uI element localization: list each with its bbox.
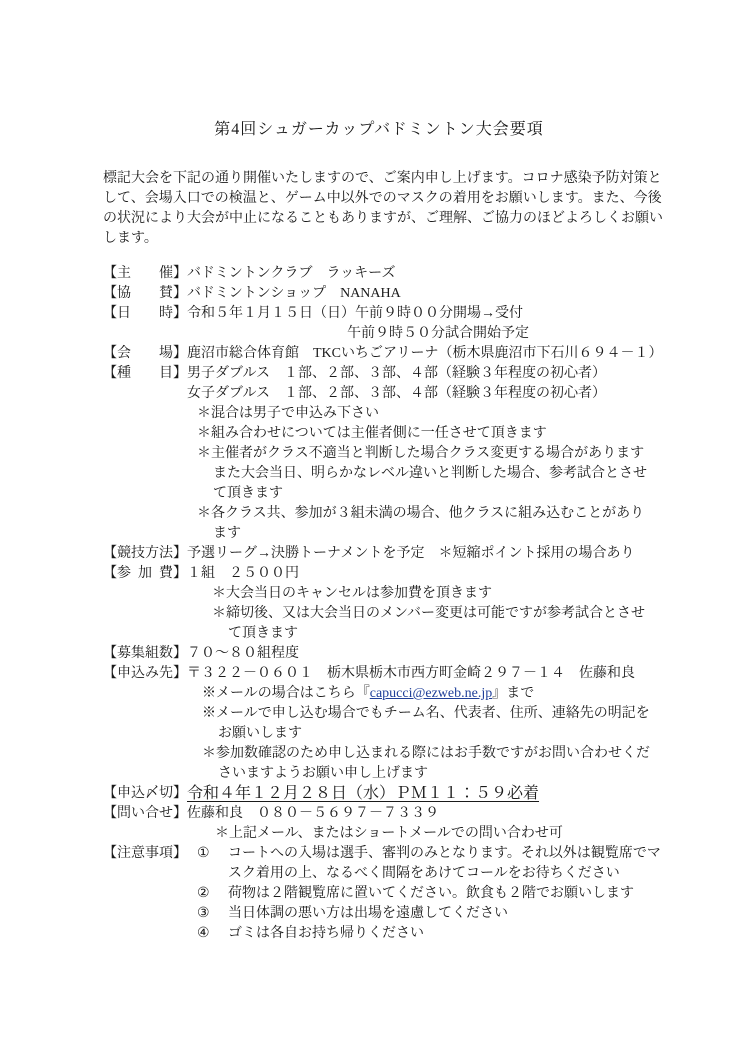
datetime-line-1: 令和５年１月１５日（日）午前９時００分開場→受付: [187, 306, 523, 321]
apply-address: 〒３２２－０６０１ 栃木県栃木市西方町金崎２９７－１４ 佐藤和良: [187, 666, 635, 681]
label-contact: 【問い合せ】: [103, 806, 187, 821]
page-title: 第4回シュガーカップバドミントン大会要項: [214, 121, 544, 138]
notes-item-4-text: ゴミは各自お持ち帰りください: [228, 926, 424, 941]
intro-line: の状況により大会が中止になることもありますが、ご理解、ご協力のほどよろしくお願い: [103, 211, 663, 226]
capacity-value: ７０～８０組程度: [187, 646, 299, 661]
apply-note-2: ※メールで申し込む場合でもチーム名、代表者、住所、連絡先の明記を: [202, 706, 650, 721]
fee-note-1: ＊大会当日のキャンセルは参加費を頂きます: [212, 586, 492, 601]
label-events: 【種 目】: [103, 366, 187, 381]
events-note-2: ＊組み合わせについては主催者側に一任させて頂きます: [197, 426, 547, 441]
venue-value: 鹿沼市総合体育館 TKCいちごアリーナ（栃木県鹿沼市下石川６９４－１）: [187, 346, 663, 361]
contact-value: 佐藤和良 ０８０－５６９７－７３３９: [187, 806, 439, 821]
sponsor-value: バドミントンショップ NANAHA: [187, 286, 401, 301]
events-note-3-cont: て頂きます: [213, 486, 283, 501]
notes-item-3-number: ③: [197, 906, 210, 921]
notes-item-2-text: 荷物は２階観覧席に置いてください。飲食も２階でお願いします: [228, 886, 634, 901]
intro-line: して、会場入口での検温と、ゲーム中以外でのマスクの着用をお願いします。また、今後: [103, 191, 662, 206]
notes-item-2: [187, 884, 655, 904]
label-fee: 【参 加 費】: [103, 566, 187, 581]
row-apply: [103, 664, 655, 784]
label-apply: 【申込み先】: [103, 666, 187, 681]
fee-value: １組 ２５００円: [187, 566, 299, 581]
events-note-3-cont: また大会当日、明らかなレベル違いと判断した場合、参考試合とさせ: [213, 466, 647, 481]
row-sponsor: [103, 284, 655, 304]
apply-note-2-cont: お願いします: [218, 726, 302, 741]
events-note-3: ＊主催者がクラス不適当と判断した場合クラス変更する場合があります: [197, 446, 645, 461]
intro-line: します。: [103, 231, 158, 246]
row-notes: [103, 844, 661, 944]
apply-mail-line: [187, 684, 655, 704]
apply-mail-suffix: 』まで: [492, 686, 535, 701]
contact-note: ＊上記メール、またはショートメールでの問い合わせ可: [215, 826, 563, 841]
notes-item-3-text: 当日体調の悪い方は出場を遠慮してください: [228, 906, 508, 921]
label-sponsor: 【協 賛】: [103, 286, 187, 301]
row-venue: [103, 344, 663, 364]
label-format: 【競技方法】: [103, 546, 187, 561]
label-capacity: 【募集組数】: [103, 646, 187, 661]
events-men: 男子ダブルス １部、２部、３部、４部（経験３年程度の初心者）: [187, 366, 607, 381]
events-note-4-cont: ます: [213, 526, 241, 541]
notes-item-3: [187, 904, 655, 924]
email-link[interactable]: capucci@ezweb.ne.jp: [369, 686, 493, 701]
notes-item-1-cont: スク着用の上、なるべく間隔をあけてコールをお待ちください: [228, 866, 620, 881]
apply-note-3-cont: さいますようお願い申し上げます: [218, 766, 428, 781]
host-value: バドミントンクラブ ラッキーズ: [187, 266, 396, 281]
events-women: 女子ダブルス １部、２部、３部、４部（経験３年程度の初心者）: [187, 386, 607, 401]
fee-note-2-cont: て頂きます: [228, 626, 298, 641]
row-deadline: [103, 784, 655, 804]
notes-item-2-number: ②: [197, 886, 210, 901]
notes-item-4: [187, 924, 655, 944]
label-notes: 【注意事項】: [103, 846, 187, 861]
notes-item-1-number: ①: [197, 846, 210, 861]
row-events: [103, 364, 655, 544]
apply-mail-prefix: ※メールの場合はこちら『: [202, 686, 370, 701]
apply-note-3: ＊参加数確認のため申し込まれる際にはお手数ですがお問い合わせくだ: [202, 746, 650, 761]
intro-line: 標記大会を下記の通り開催いたしますので、ご案内申し上げます。コロナ感染予防対策と: [103, 171, 662, 186]
fee-note-2: ＊締切後、又は大会当日のメンバー変更は可能ですが参考試合とさせ: [212, 606, 646, 621]
label-venue: 【会 場】: [103, 346, 187, 361]
row-contact: [103, 804, 655, 844]
label-deadline: 【申込〆切】: [103, 786, 187, 801]
deadline-value: 令和４年１２月２８日（水）ＰＭ１１：５９必着: [187, 785, 540, 802]
row-format: [103, 544, 655, 564]
events-note-4: ＊各クラス共、参加が３組未満の場合、他クラスに組み込むことがあり: [197, 506, 645, 521]
notes-item-1: [187, 844, 661, 864]
notes-item-1-text: コートへの入場は選手、審判のみとなります。それ以外は観覧席でマ: [228, 846, 661, 861]
format-value: 予選リーグ→決勝トーナメントを予定 ＊短縮ポイント採用の場合あり: [187, 546, 635, 561]
row-fee: [103, 564, 655, 644]
row-datetime: [103, 304, 655, 344]
row-host: [103, 264, 655, 284]
intro-paragraph: [103, 169, 663, 249]
label-host: 【主 催】: [103, 266, 187, 281]
notes-item-4-number: ④: [197, 926, 210, 941]
datetime-line-2: 午前９時５０分試合開始予定: [347, 326, 529, 341]
label-datetime: 【日 時】: [103, 306, 187, 321]
info-rows: [103, 264, 663, 944]
events-note-1: ＊混合は男子で申込み下さい: [197, 406, 379, 421]
row-capacity: [103, 644, 655, 664]
